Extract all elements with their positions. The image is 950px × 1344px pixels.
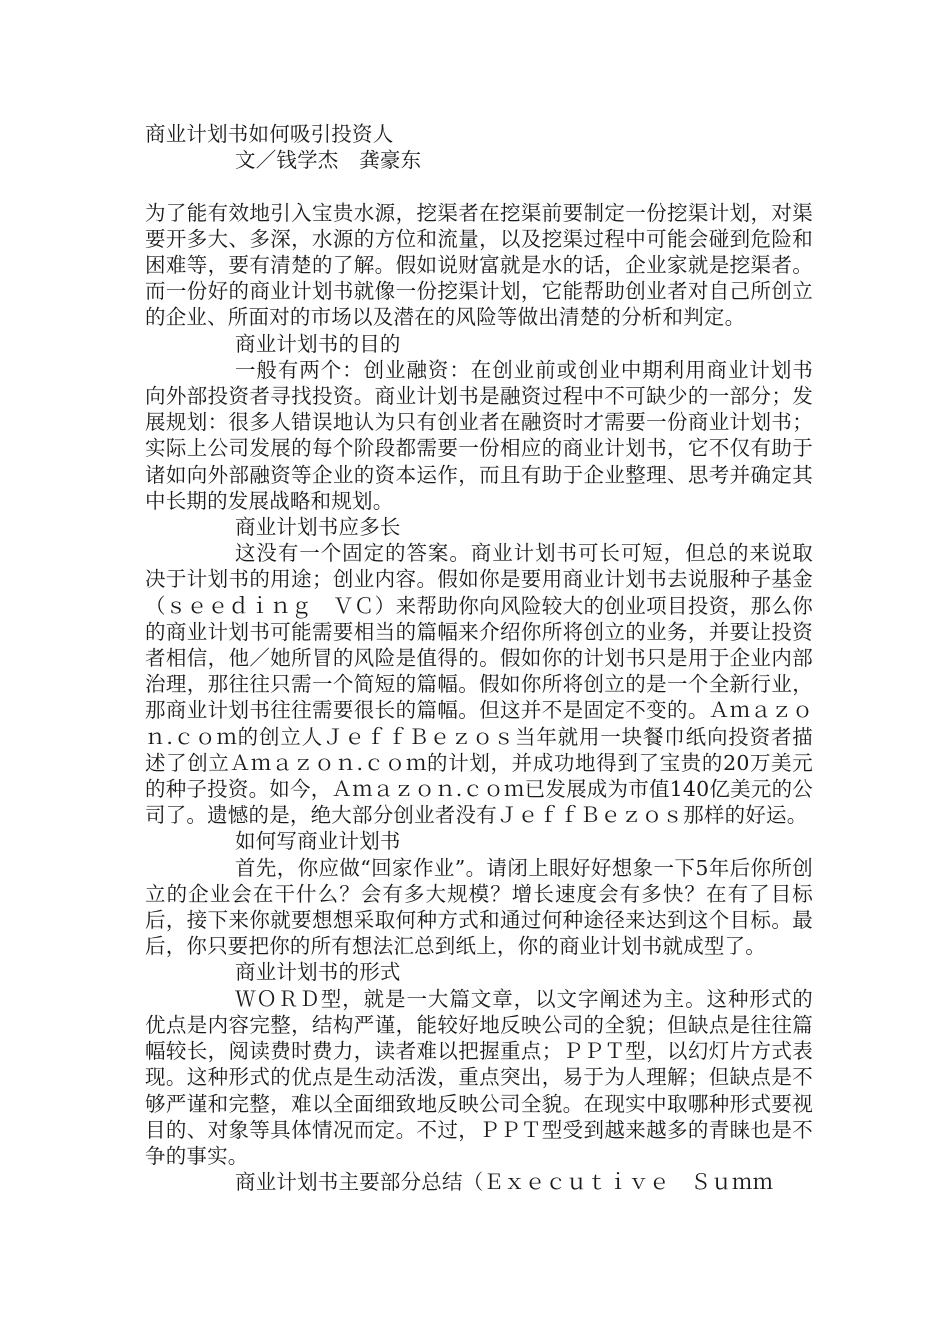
intro-paragraph: 为了能有效地引入宝贵水源，挖渠者在挖渠前要制定一份挖渠计划，对渠要开多大、多深，水源的方位和流量，以及挖渠过程中可能会碰到危险和困难等，要有清楚的了解。假如说财富就是水的话，企业家就是挖渠者。而一份好的商业计划书就像一份挖渠计划，它能帮助创业者对自己所创立的企业、所面对的市场以及潜在的风险等做出清楚的分析和判定。 xyxy=(145,200,813,330)
section-body-how-to-write: 首先，你应做“回家作业”。请闭上眼好好想象一下5年后你所创立的企业会在干什么？会有多大规模？增长速度会有多快？在有了目标后，接下来你就要想想采取何种方式和通过何种途径来达到这个目标。最后，你只要把你的所有想法汇总到纸上，你的商业计划书就成型了。 xyxy=(145,855,813,959)
section-heading-purpose: 商业计划书的目的 xyxy=(235,331,401,356)
section-body-format: ＷＯＲＤ型，就是一大篇文章，以文字阐述为主。这种形式的优点是内容完整，结构严谨，能较好地反映公司的全貌；但缺点是往往篇幅较长，阅读费时费力，读者难以把握重点；ＰＰＴ型，以幻灯片方式表现。这种形式的优点是生动活泼，重点突出，易于为人理解；但缺点是不够严谨和完整，难以全面细致地反映公司全貌。在现实中取哪种形式要视目的、对象等具体情况而定。不过，ＰＰＴ型受到越来越多的青睐也是不争的事实。 xyxy=(145,986,813,1168)
section-body-length: 这没有一个固定的答案。商业计划书可长可短，但总的来说取决于计划书的用途；创业内容。假如你是要用商业计划书去说服种子基金（ｓｅｅｄｉｎｇ ＶＣ）来帮助你向风险较大的创业项目投资，那么你的商业计划书可能需要相当的篇幅来介绍你所将创立的业务，并要让投资者相信，他／她所冒的风险是值得的。假如你的计划书只是用于企业内部治理，那往往只需一个简短的篇幅。假如你所将创立的是一个全新行业，那商业计划书往往需要很长的篇幅。但这并不是固定不变的。Ａｍａｚｏｎ.ｃｏｍ的创立人ＪｅｆｆＢｅｚｏｓ当年就用一块餐巾纸向投资者描述了创立Ａｍａｚｏｎ.ｃｏｍ的计划，并成功地得到了宝贵的20万美元的种子投资。如今，Ａｍａｚｏｎ.ｃｏｍ已发展成为市值140亿美元的公司了。遗憾的是，绝大部分创业者没有ＪｅｆｆＢｅｚｏｓ那样的好运。 xyxy=(145,541,813,828)
section-heading-executive-summary: 商业计划书主要部分总结（Ｅｘｅｃｕｔｉｖｅ Ｓｕｍｍ xyxy=(235,1170,774,1195)
section-heading-length: 商业计划书应多长 xyxy=(235,515,401,540)
section-heading-how-to-write: 如何写商业计划书 xyxy=(235,829,401,854)
document-title: 商业计划书如何吸引投资人 xyxy=(145,122,394,146)
section-body-purpose: 一般有两个：创业融资：在创业前或创业中期利用商业计划书向外部投资者寻找投资。商业计划书是融资过程中不可缺少的一部分；发展规划：很多人错误地认为只有创业者在融资时才需要一份商业计划书；实际上公司发展的每个阶段都需要一份相应的商业计划书，它不仅有助于诸如向外部融资等企业的资本运作，而且有助于企业整理、思考并确定其中长期的发展战略和规划。 xyxy=(145,357,813,513)
document-body xyxy=(145,121,813,1195)
section-heading-format: 商业计划书的形式 xyxy=(235,960,401,985)
author-byline: 文／钱学杰 龚豪东 xyxy=(235,148,422,173)
blank-line xyxy=(145,173,813,199)
